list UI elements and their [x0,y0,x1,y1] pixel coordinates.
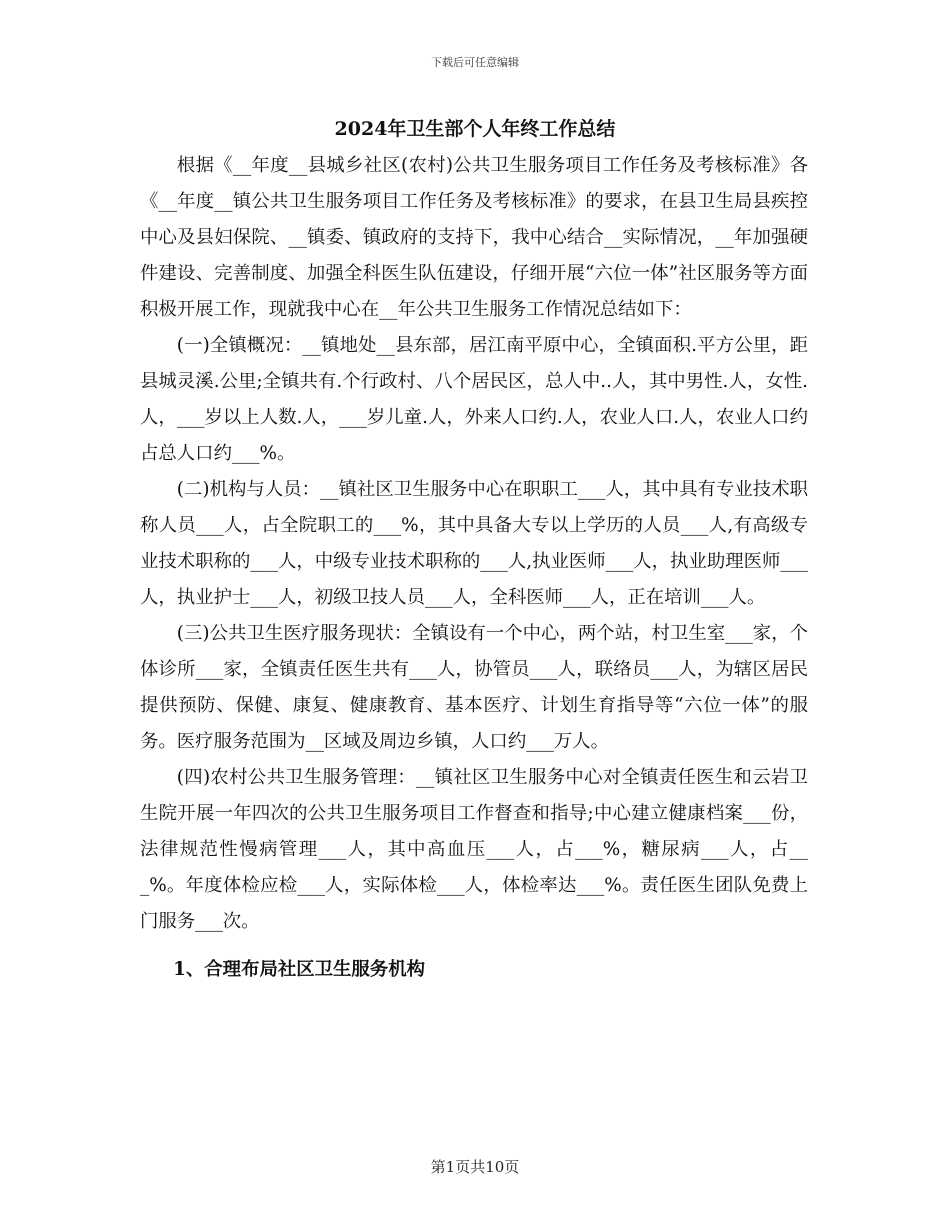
paragraph-intro: 根据《__年度__县城乡社区(农村)公共卫生服务项目工作任务及考核标准》各《__年度__镇公共卫生服务项目工作任务及考核标准》的要求，在县卫生局县疾控中心及县妇保院、__镇委、镇政府的支持下，我中心结合__实际情况，__年加强硬件建设、完善制度、加强全科医生队伍建设，仔细开展“六位一体”社区服务等方面积极开展工作，现就我中心在__年公共卫生服务工作情况总结如下： [140,155,808,320]
section-heading: 1、合理布局社区卫生服务机构 [173,959,425,980]
document-title: 2024年卫生部个人年终工作总结 [334,118,616,140]
page-header-note: 下载后可任意编辑 [431,56,519,69]
page-number: 第1页共10页 [430,1158,520,1176]
paragraph-staff: (二)机构与人员：__镇社区卫生服务中心在职职工___人，其中具有专业技术职称人员___人，占全院职工的___%，其中具备大专以上学历的人员___人,有高级专业技术职称的___人，中级专业技术职称的___人,执业医师___人，执业助理医师___人，执业护士___人，初级卫技人员___人，全科医师___人，正在培训___人。 [140,479,808,608]
paragraph-overview: (一)全镇概况：__镇地处__县东部，居江南平原中心，全镇面积.平方公里，距县城灵溪.公里;全镇共有.个行政村、八个居民区，总人中..人，其中男性.人，女性.人，___岁以上人数.人，___岁儿童.人，外来人口约.人，农业人口.人，农业人口约占总人口约___%。 [140,335,808,464]
paragraph-services: (三)公共卫生医疗服务现状：全镇设有一个中心，两个站，村卫生室___家，个体诊所___家，全镇责任医生共有___人，协管员___人，联络员___人，为辖区居民提供预防、保健、康复、健康教育、基本医疗、计划生育指导等“六位一体”的服务。医疗服务范围为__区域及周边乡镇，人口约___万人。 [140,623,808,752]
document-body [140,148,808,988]
paragraph-management: (四)农村公共卫生服务管理：__镇社区卫生服务中心对全镇责任医生和云岩卫生院开展一年四次的公共卫生服务项目工作督查和指导;中心建立健康档案___份，法律规范性慢病管理___人，其中高血压___人，占___%，糖尿病___人，占___%。年度体检应检___人，实际体检___人，体检率达___%。责任医生团队免费上门服务___次。 [140,767,808,932]
